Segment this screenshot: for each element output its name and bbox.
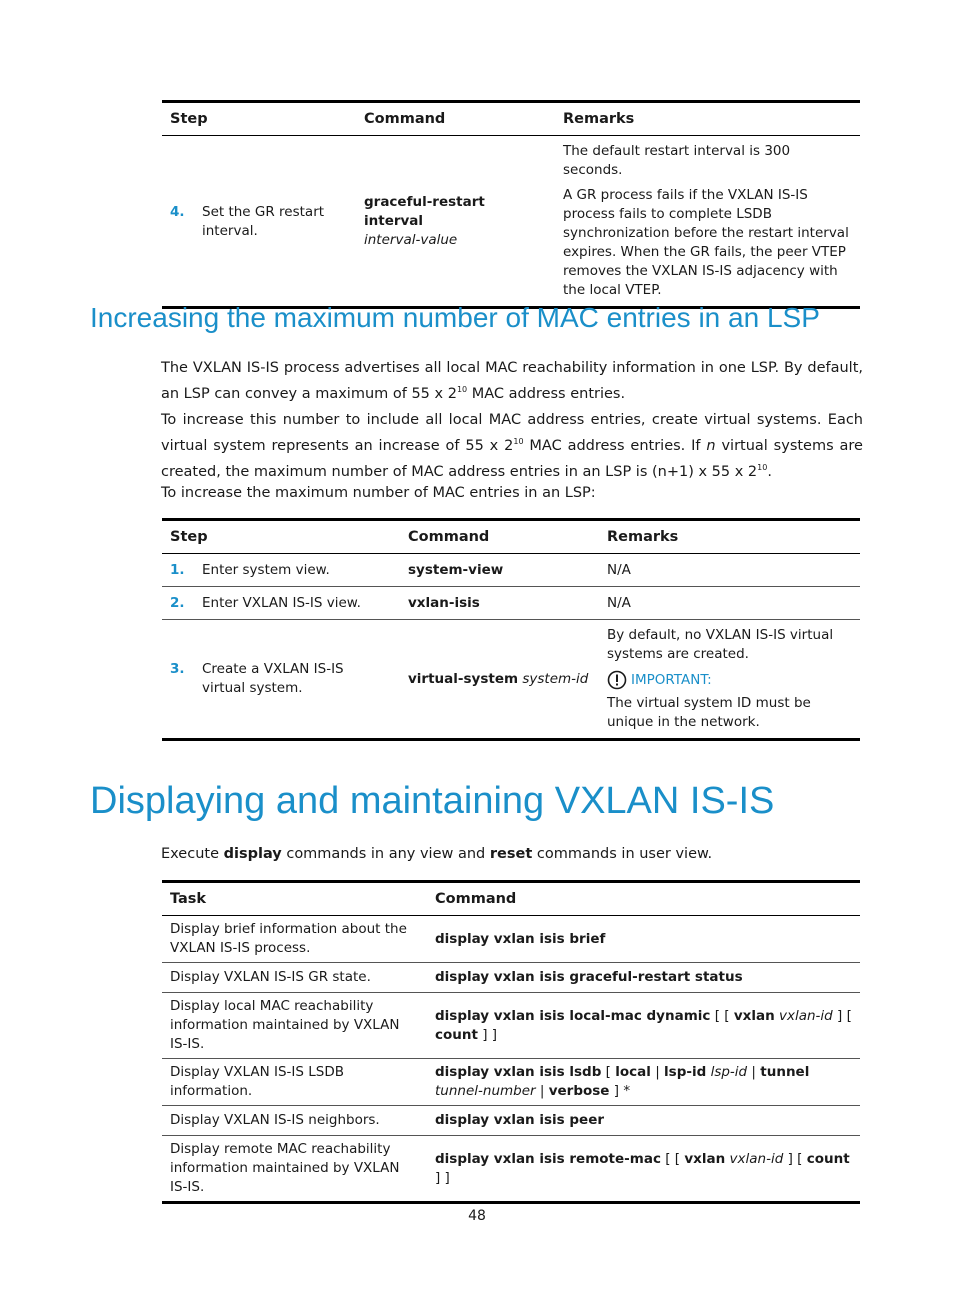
command-cell — [427, 993, 860, 1059]
text: MAC address entries. If — [523, 437, 707, 454]
table-row — [162, 993, 860, 1059]
syntax: ] * — [609, 1083, 631, 1099]
command-argument: tunnel-number — [435, 1083, 536, 1099]
task-cell: Display local MAC reachability information maintained by VXLAN IS-IS. — [162, 993, 427, 1059]
display-commands-table — [162, 880, 860, 1204]
remark-detail: A GR process fails if the VXLAN IS-IS process fails to complete LSDB synchronization before the restart interval expires. When the GR fails, the peer VTEP removes the VXLAN IS-IS adjacency with the local VTEP. — [563, 187, 849, 298]
col-header-command: Command — [427, 882, 860, 916]
command-cell — [427, 1106, 860, 1136]
step-cell — [162, 136, 356, 308]
command-cell — [356, 136, 555, 308]
remark-cell: N/A — [599, 554, 860, 587]
syntax: ] [ — [783, 1150, 807, 1167]
col-header-step: Step — [162, 102, 356, 136]
step-cell — [162, 587, 400, 620]
table-row — [162, 136, 860, 308]
text: To increase this number to include all local MAC address entries, create virtual systems. Each virtual system represents an increase of 55 x 2 — [161, 412, 863, 454]
task-cell: Display remote MAC reachability information maintained by VXLAN IS-IS. — [162, 1136, 427, 1203]
command-cell — [427, 963, 860, 993]
col-header-remarks: Remarks — [555, 102, 860, 136]
step-text: Create a VXLAN IS-IS virtual system. — [202, 661, 344, 696]
command-keyword: display vxlan isis brief — [435, 930, 606, 947]
paragraph — [161, 410, 863, 483]
task-cell: Display VXLAN IS-IS neighbors. — [162, 1106, 427, 1136]
syntax: ] [ — [832, 1007, 852, 1024]
remarks-cell — [555, 136, 860, 308]
important-callout — [607, 670, 852, 690]
gr-interval-table — [162, 100, 860, 309]
command-keyword: lsp-id — [664, 1064, 707, 1080]
command-keyword: display vxlan isis remote-mac — [435, 1150, 661, 1167]
step-number: 1. — [170, 561, 185, 578]
command-keyword: virtual-system — [408, 670, 519, 687]
text: Execute — [161, 846, 224, 862]
superscript: 10 — [757, 462, 768, 472]
text: commands in any view and — [281, 846, 490, 862]
table-row — [162, 554, 860, 587]
paragraph — [161, 844, 863, 865]
table-row — [162, 620, 860, 740]
table-row — [162, 963, 860, 993]
syntax: [ [ — [660, 1150, 685, 1167]
command-keyword: verbose — [548, 1083, 610, 1099]
col-header-remarks: Remarks — [599, 520, 860, 554]
command-keyword: display vxlan isis local-mac dynamic — [435, 1007, 711, 1024]
table-row — [162, 1059, 860, 1106]
syntax: [ [ — [710, 1007, 734, 1024]
paragraph: To increase the maximum number of MAC entries in an LSP: — [161, 485, 596, 501]
superscript: 10 — [456, 385, 468, 394]
remark-cell: N/A — [599, 587, 860, 620]
important-text: The virtual system ID must be unique in the network. — [607, 695, 811, 730]
text: virtual systems are created, the maximum number of MAC address entries in an LSP is (n+1) x 55 x 2 — [161, 437, 863, 480]
remark-default: By default, no VXLAN IS-IS virtual systems are created. — [607, 627, 834, 662]
remarks-cell — [599, 620, 860, 740]
virtual-system-table — [162, 518, 860, 741]
step-cell — [162, 620, 400, 740]
command-cell — [400, 554, 599, 587]
command-keyword: count — [435, 1026, 478, 1043]
bold-keyword: display — [223, 846, 282, 862]
command-keyword: display vxlan isis graceful-restart status — [435, 969, 743, 985]
command-argument: vxlan-id — [778, 1007, 833, 1024]
syntax: | — [650, 1064, 665, 1080]
command-keyword: vxlan — [733, 1007, 775, 1024]
page-number: 48 — [468, 1208, 486, 1224]
command-keyword: tunnel — [760, 1064, 810, 1080]
paragraph — [161, 358, 863, 405]
superscript: 10 — [513, 437, 524, 446]
task-cell: Display brief information about the VXLAN IS-IS process. — [162, 916, 427, 963]
important-label: IMPORTANT: — [631, 671, 712, 688]
syntax: | — [535, 1083, 549, 1099]
table-row — [162, 916, 860, 963]
command-argument: system-id — [522, 670, 589, 687]
italic-variable: n — [706, 437, 716, 454]
command-argument: lsp-id — [710, 1064, 748, 1080]
command-keyword: system-view — [408, 561, 504, 578]
command-argument: interval-value — [364, 231, 458, 248]
warning-icon — [607, 670, 627, 690]
command-keyword: vxlan-isis — [408, 594, 480, 611]
command-cell — [427, 1059, 860, 1106]
col-header-command: Command — [356, 102, 555, 136]
command-keyword: display vxlan isis lsdb — [435, 1064, 602, 1080]
command-cell — [400, 587, 599, 620]
task-cell: Display VXLAN IS-IS LSDB information. — [162, 1059, 427, 1106]
col-header-task: Task — [162, 882, 427, 916]
step-text: Enter VXLAN IS-IS view. — [202, 594, 361, 611]
command-cell — [400, 620, 599, 740]
remark-default: The default restart interval is 300 seconds. — [563, 143, 791, 178]
text: . — [767, 463, 772, 480]
command-keyword: local — [615, 1064, 651, 1080]
section-heading: Displaying and maintaining VXLAN IS-IS — [90, 780, 775, 822]
step-text: Enter system view. — [202, 561, 330, 578]
col-header-step: Step — [162, 520, 400, 554]
text: MAC address entries. — [467, 385, 626, 402]
table-row — [162, 1136, 860, 1203]
command-cell — [427, 916, 860, 963]
command-cell — [427, 1136, 860, 1203]
text: The VXLAN IS-IS process advertises all local MAC reachability information in one LSP. By default, an LSP can convey a maximum of 55 x 2 — [161, 360, 863, 402]
task-cell: Display VXLAN IS-IS GR state. — [162, 963, 427, 993]
table-row — [162, 1106, 860, 1136]
step-number: 2. — [170, 594, 185, 611]
syntax: | — [747, 1064, 761, 1080]
section-heading: Increasing the maximum number of MAC entries in an LSP — [90, 302, 820, 333]
command-keyword: graceful-restart interval — [364, 193, 485, 229]
step-number: 4. — [170, 204, 185, 220]
col-header-command: Command — [400, 520, 599, 554]
step-number: 3. — [170, 661, 185, 677]
command-keyword: display vxlan isis peer — [435, 1112, 605, 1128]
syntax: [ — [601, 1064, 616, 1080]
command-argument: vxlan-id — [729, 1150, 784, 1167]
syntax: ] ] — [477, 1026, 498, 1043]
step-text: Set the GR restart interval. — [202, 204, 325, 239]
command-keyword: count — [806, 1150, 850, 1167]
text: commands in user view. — [532, 846, 713, 862]
command-keyword: vxlan — [684, 1150, 726, 1167]
table-row — [162, 587, 860, 620]
bold-keyword: reset — [489, 846, 533, 862]
syntax: ] ] — [435, 1169, 450, 1186]
step-cell — [162, 554, 400, 587]
